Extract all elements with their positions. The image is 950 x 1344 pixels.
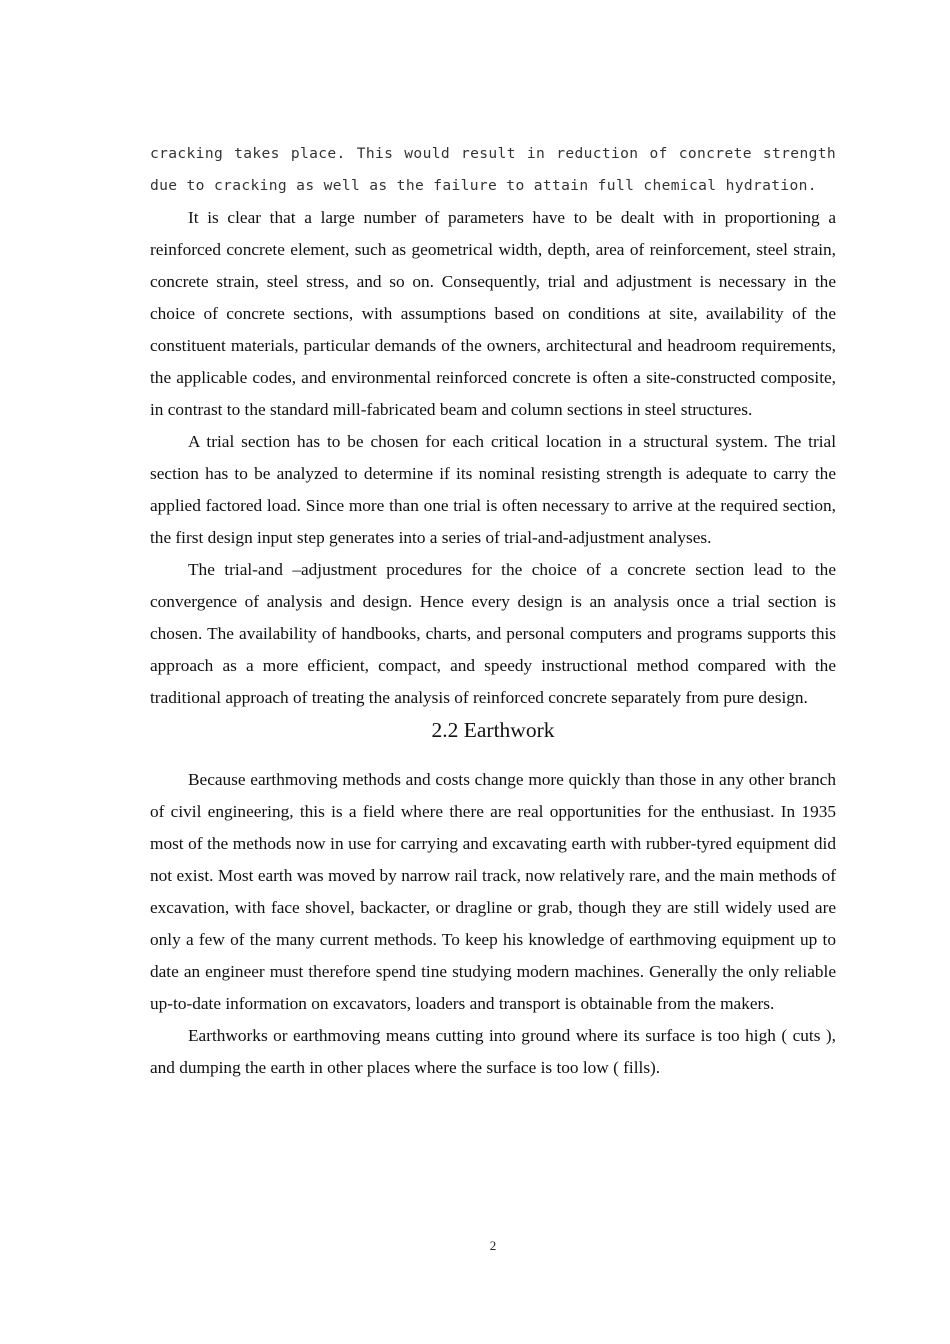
- document-page: [150, 138, 836, 1084]
- paragraph-earthmoving-methods: Because earthmoving methods and costs change more quickly than those in any other branch of civil engineering, this is a field where there are real opportunities for the enthusiast. In 1935 most of the methods now in use for carrying and excavating earth with rubber-tyred equipment did not exist. Most earth was moved by narrow rail track, now relatively rare, and the main methods of excavation, with face shovel, backacter, or dragline or grab, though they are still widely used are only a few of the many current methods. To keep his knowledge of earthmoving equipment up to date an engineer must therefore spend tine studying modern machines. Generally the only reliable up-to-date information on excavators, loaders and transport is obtainable from the makers.: [150, 770, 836, 1013]
- paragraph-trial-section: A trial section has to be chosen for each critical location in a structural system. The trial section has to be analyzed to determine if its nominal resisting strength is adequate to carry the applied factored load. Since more than one trial is often necessary to arrive at the required section, the first design input step generates into a series of trial-and-adjustment analyses.: [150, 432, 836, 547]
- continuation-line-2: due to cracking as well as the failure to attain full chemical hydration.: [150, 177, 817, 194]
- paragraph-earthworks-definition: Earthworks or earthmoving means cutting into ground where its surface is too high ( cuts ), and dumping the earth in other places where the surface is too low ( fills).: [150, 1026, 836, 1077]
- section-heading: 2.2 Earthwork: [431, 718, 555, 742]
- paragraph-parameters: It is clear that a large number of parameters have to be dealt with in proportioning a reinforced concrete element, such as geometrical width, depth, area of reinforcement, steel strain, concrete strain, steel stress, and so on. Consequently, trial and adjustment is necessary in the choice of concrete sections, with assumptions based on conditions at site, availability of the constituent materials, particular demands of the owners, architectural and headroom requirements, the applicable codes, and environmental reinforced concrete is often a site-constructed composite, in contrast to the standard mill-fabricated beam and column sections in steel structures.: [150, 208, 836, 419]
- continuation-line-1: cracking takes place. This would result in reduction of concrete strength: [150, 145, 836, 162]
- paragraph-trial-adjustment: The trial-and –adjustment procedures for the choice of a concrete section lead to the convergence of analysis and design. Hence every design is an analysis once a trial section is chosen. The availability of handbooks, charts, and personal computers and programs supports this approach as a more efficient, compact, and speedy instructional method compared with the traditional approach of treating the analysis of reinforced concrete separately from pure design.: [150, 560, 836, 707]
- page-number: 2: [489, 1238, 497, 1253]
- continuation-text: [150, 138, 836, 202]
